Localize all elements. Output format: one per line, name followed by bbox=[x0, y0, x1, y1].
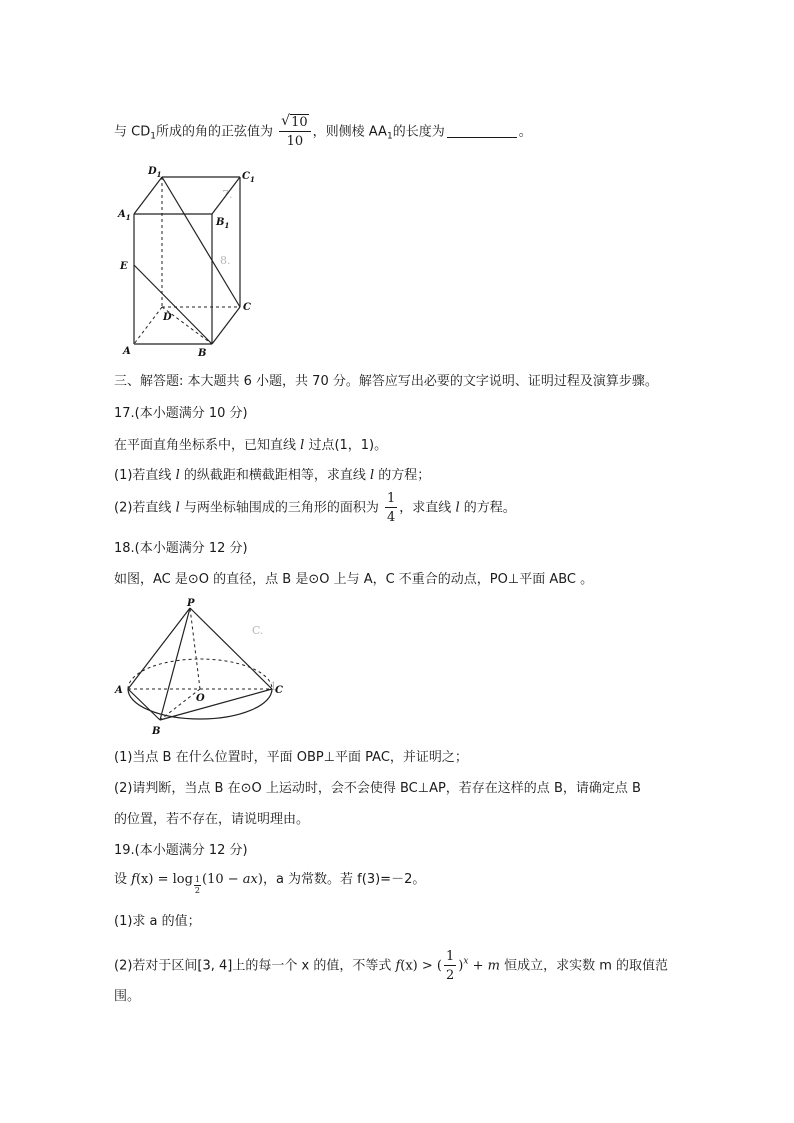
q19-part1: (1)求 a 的值； bbox=[114, 914, 201, 929]
bleed-through-text: 1 bbox=[270, 680, 277, 693]
edge-d1a1 bbox=[134, 177, 162, 214]
bleed-through-text: 7. bbox=[222, 188, 233, 201]
q17-part2 bbox=[114, 492, 516, 524]
q17-stem bbox=[114, 437, 387, 455]
q17-title: 17.(本小题满分 10 分) bbox=[114, 406, 248, 421]
bleed-through-text: C. bbox=[252, 624, 264, 637]
q16-fraction bbox=[279, 113, 311, 149]
q16-tail-line bbox=[114, 113, 532, 149]
edge-c1b1 bbox=[212, 177, 240, 214]
label-D: D bbox=[163, 312, 172, 323]
q19-base-den: 2 bbox=[194, 886, 200, 895]
q17-frac-den: 4 bbox=[387, 510, 396, 525]
label-C1: $C_1$ bbox=[242, 171, 255, 184]
q16-prefix: 与 CD bbox=[114, 124, 151, 140]
q16-end: 。 bbox=[518, 124, 532, 140]
label-B: B bbox=[152, 726, 161, 737]
q17-stem-l: l bbox=[300, 438, 305, 453]
label-A: A bbox=[115, 685, 123, 696]
q19-stem-a: 设 bbox=[114, 872, 132, 887]
q19-p2-m: m bbox=[487, 958, 500, 974]
q18-stem: 如图，AC 是⊙O 的直径，点 B 是⊙O 上与 A，C 不重合的动点，PO⊥平面 ABC 。 bbox=[114, 572, 594, 587]
q17-p1-l2: l bbox=[370, 468, 375, 483]
label-A: A bbox=[123, 346, 131, 357]
label-O: O bbox=[196, 693, 205, 704]
q19-stem-ax: ax bbox=[242, 872, 258, 887]
q19-p2-f: f bbox=[395, 958, 401, 974]
edge-pb bbox=[160, 608, 190, 720]
q18-part2a: (2)请判断，当点 B 在⊙O 上运动时，会不会使得 BC⊥AP，若存在这样的点 B，请确定点 B bbox=[114, 781, 641, 796]
q16-sqrt bbox=[281, 113, 309, 130]
q19-frac-num: 1 bbox=[446, 949, 455, 964]
q17-p2-c: ，求直线 bbox=[399, 500, 456, 516]
q17-frac-num: 1 bbox=[387, 491, 396, 506]
q19-base-num: 1 bbox=[194, 875, 200, 884]
q19-log-base bbox=[194, 876, 201, 895]
q19-stem-b: ，a 为常数。若 f(3)=－2。 bbox=[262, 872, 426, 887]
q17-p1-b: 的纵截距和横截距相等，求直线 bbox=[179, 468, 370, 483]
section3-header: 三、解答题: 本大题共 6 小题，共 70 分。解答应写出必要的文字说明、证明过程及演算步骤。 bbox=[114, 374, 658, 389]
q17-p2-l2: l bbox=[455, 500, 460, 516]
prism-figure bbox=[110, 162, 270, 362]
q17-p2-a: (2)若直线 bbox=[114, 500, 176, 516]
q19-stem-arg: (10 − bbox=[202, 872, 243, 887]
q16-frac-num: 10 bbox=[291, 115, 308, 130]
q17-p1-a: (1)若直线 bbox=[114, 468, 176, 483]
label-E: E bbox=[120, 261, 128, 272]
q17-p2-d: 的方程。 bbox=[459, 500, 516, 516]
q19-part2-cont: 围。 bbox=[114, 989, 141, 1004]
radius-ob bbox=[160, 689, 200, 720]
label-B1: $B_1$ bbox=[216, 217, 230, 230]
q19-p2-b: 恒成立，求实数 m 的取值范 bbox=[499, 958, 668, 974]
base-circle-back bbox=[128, 659, 272, 689]
q16-after2: 的长度为 bbox=[392, 124, 445, 140]
q17-part1 bbox=[114, 467, 430, 485]
label-C: C bbox=[275, 685, 283, 696]
q19-part2: (2)若对于区间[3, 4]上的每一个 x 的值，不等式 f(x) > ( $\frac{1}{2}$ )$^x$ + m 恒成立，求实数 m 的取值范 bbox=[114, 949, 668, 983]
edge-bc bbox=[212, 307, 240, 344]
edge-pa bbox=[128, 608, 190, 689]
q17-stem-b: 过点(1，1)。 bbox=[304, 438, 388, 453]
q19-stem-x: (x) bbox=[135, 872, 154, 887]
q16-sub1: 1 bbox=[150, 131, 156, 142]
q19-p2-plus: + bbox=[468, 958, 488, 974]
q18-part1: (1)当点 B 在什么位置时，平面 OBP⊥平面 PAC，并证明之； bbox=[114, 750, 468, 765]
sqrt-sign-icon: √ bbox=[281, 113, 291, 129]
q17-p1-c: 的方程； bbox=[374, 468, 431, 483]
q16-sub2: 1 bbox=[386, 131, 393, 142]
q19-p2-exp: x bbox=[463, 956, 469, 967]
q17-p2-l1: l bbox=[175, 500, 180, 516]
q17-fraction bbox=[385, 492, 397, 524]
label-B: B bbox=[198, 348, 207, 359]
q19-frac-den: 2 bbox=[446, 968, 455, 983]
q16-answer-blank bbox=[447, 137, 517, 138]
q18-part2b: 的位置，若不存在，请说明理由。 bbox=[114, 812, 310, 827]
cone-figure bbox=[110, 598, 290, 743]
edge-pc bbox=[190, 608, 272, 689]
q17-p1-l1: l bbox=[175, 468, 180, 483]
q16-mid: 所成的角的正弦值为 bbox=[155, 124, 273, 140]
q19-stem-close: ) bbox=[257, 872, 263, 887]
edge-ab bbox=[128, 689, 160, 720]
q17-stem-a: 在平面直角坐标系中，已知直线 bbox=[114, 438, 301, 453]
q16-after: ，则侧棱 AA bbox=[312, 124, 387, 140]
q19-stem-log: = log bbox=[153, 872, 193, 887]
hidden-edge-da bbox=[134, 307, 162, 344]
q19-p2-a: (2)若对于区间[3, 4]上的每一个 x 的值，不等式 bbox=[114, 958, 396, 974]
label-C: C bbox=[243, 302, 251, 313]
q19-stem bbox=[114, 871, 425, 895]
q19-p2-gt: > ( bbox=[417, 958, 442, 974]
edge-bc bbox=[160, 689, 272, 720]
q19-p2-x: (x) bbox=[400, 958, 418, 974]
axis-po bbox=[190, 608, 200, 689]
label-A1: $A_1$ bbox=[118, 209, 131, 222]
label-P: P bbox=[187, 598, 195, 609]
edge-eb bbox=[134, 265, 212, 344]
q19-title: 19.(本小题满分 12 分) bbox=[114, 843, 248, 858]
q19-stem-f: f bbox=[131, 872, 136, 887]
label-D1: $D_1$ bbox=[148, 166, 162, 179]
q19-fraction bbox=[444, 950, 456, 982]
q18-title: 18.(本小题满分 12 分) bbox=[114, 541, 248, 556]
q16-frac-den: 10 bbox=[286, 134, 304, 149]
q17-p2-b: 与两坐标轴围成的三角形的面积为 bbox=[179, 500, 379, 516]
bleed-through-text: 8. bbox=[220, 254, 231, 267]
